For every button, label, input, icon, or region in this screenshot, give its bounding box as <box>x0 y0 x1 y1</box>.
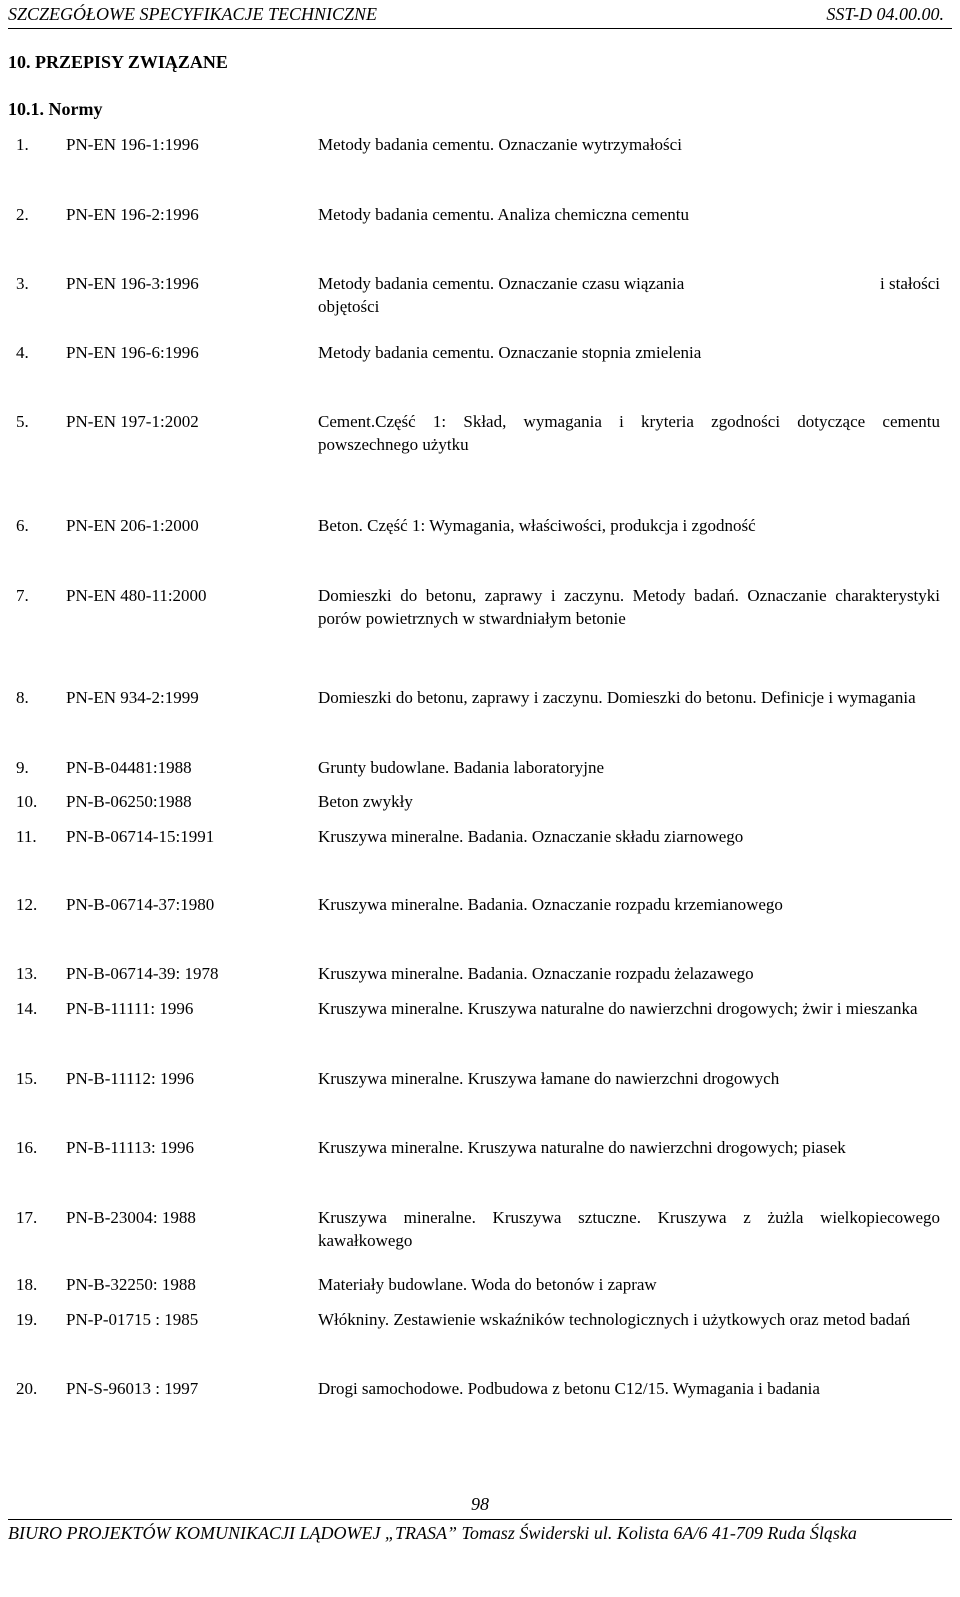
norm-code: PN-EN 197-1:2002 <box>66 412 199 431</box>
norm-code: PN-B-32250: 1988 <box>66 1275 196 1294</box>
norm-code: PN-S-96013 : 1997 <box>66 1379 199 1398</box>
norm-number: 11. <box>16 827 37 846</box>
norm-code: PN-B-06714-39: 1978 <box>66 964 219 983</box>
norm-description: Kruszywa mineralne. Badania. Oznaczanie składu ziarnowego <box>318 827 744 846</box>
norm-description-continuation: objętości <box>318 297 380 316</box>
norm-number: 10. <box>16 792 38 811</box>
norm-description <box>318 272 940 318</box>
norm-number: 15. <box>16 1069 38 1088</box>
norm-number: 17. <box>16 1208 38 1227</box>
norm-number: 18. <box>16 1275 38 1294</box>
header-document-code: SST-D 04.00.00. <box>826 4 944 24</box>
norm-code: PN-EN 480-11:2000 <box>66 586 207 605</box>
norm-description-main: Metody badania cementu. Oznaczanie czasu wiązania <box>318 274 685 293</box>
norm-description: Materiały budowlane. Woda do betonów i zapraw <box>318 1275 657 1294</box>
norm-code: PN-EN 196-1:1996 <box>66 135 199 154</box>
norm-description-right: i stałości <box>880 274 940 293</box>
norm-number: 12. <box>16 895 38 914</box>
norm-number: 20. <box>16 1379 38 1398</box>
norm-code: PN-B-23004: 1988 <box>66 1208 196 1227</box>
norm-number: 19. <box>16 1310 38 1329</box>
norm-description: Cement.Część 1: Skład, wymagania i kryteria zgodności dotyczące cementu powszechnego użytku <box>318 412 940 454</box>
norm-description: Beton. Część 1: Wymagania, właściwości, produkcja i zgodność <box>318 516 756 535</box>
subsection-title: 10.1. Normy <box>8 99 103 119</box>
norm-code: PN-EN 196-3:1996 <box>66 274 199 293</box>
norm-description: Kruszywa mineralne. Badania. Oznaczanie rozpadu krzemianowego <box>318 895 783 914</box>
norm-number: 7. <box>16 586 29 605</box>
norm-description: Grunty budowlane. Badania laboratoryjne <box>318 758 605 777</box>
norm-description: Włókniny. Zestawienie wskaźników technologicznych i użytkowych oraz metod badań <box>318 1310 911 1329</box>
norm-number: 13. <box>16 964 38 983</box>
norm-code: PN-B-11111: 1996 <box>66 999 194 1018</box>
norm-code: PN-B-11112: 1996 <box>66 1069 194 1088</box>
section-title: 10. PRZEPISY ZWIĄZANE <box>8 52 228 72</box>
norm-description: Domieszki do betonu, zaprawy i zaczynu. Domieszki do betonu. Definicje i wymagania <box>318 688 916 707</box>
norm-number: 5. <box>16 412 29 431</box>
norm-description: Beton zwykły <box>318 792 413 811</box>
norm-code: PN-B-11113: 1996 <box>66 1138 194 1157</box>
norm-code: PN-B-06714-15:1991 <box>66 827 215 846</box>
norm-description: Kruszywa mineralne. Kruszywa łamane do nawierzchni drogowych <box>318 1069 780 1088</box>
norm-code: PN-B-04481:1988 <box>66 758 192 777</box>
norm-number: 8. <box>16 688 29 707</box>
norm-description: Kruszywa mineralne. Kruszywa sztuczne. Kruszywa z żużla wielkopiecowego kawałkowego <box>318 1208 940 1250</box>
norm-code: PN-B-06250:1988 <box>66 792 192 811</box>
norm-number: 3. <box>16 274 29 293</box>
norm-number: 6. <box>16 516 29 535</box>
norm-number: 16. <box>16 1138 38 1157</box>
footer-company-address: BIURO PROJEKTÓW KOMUNIKACJI LĄDOWEJ „TRASA” Tomasz Świderski ul. Kolista 6A/6 41-709 Ruda Śląska <box>8 1523 857 1543</box>
norm-description: Kruszywa mineralne. Kruszywa naturalne do nawierzchni drogowych; piasek <box>318 1138 846 1157</box>
norm-code: PN-EN 934-2:1999 <box>66 688 199 707</box>
norm-code: PN-EN 196-6:1996 <box>66 343 199 362</box>
norm-number: 9. <box>16 758 29 777</box>
norm-description: Kruszywa mineralne. Badania. Oznaczanie rozpadu żelazawego <box>318 964 754 983</box>
norm-number: 14. <box>16 999 38 1018</box>
norm-description: Metody badania cementu. Analiza chemiczna cementu <box>318 205 690 224</box>
norm-description: Kruszywa mineralne. Kruszywa naturalne do nawierzchni drogowych; żwir i mieszanka <box>318 999 918 1018</box>
norm-description: Metody badania cementu. Oznaczanie stopnia zmielenia <box>318 343 702 362</box>
norm-code: PN-B-06714-37:1980 <box>66 895 215 914</box>
header-document-title: SZCZEGÓŁOWE SPECYFIKACJE TECHNICZNE <box>8 4 378 24</box>
norm-description: Domieszki do betonu, zaprawy i zaczynu. Metody badań. Oznaczanie charakterystyki porów powietrznych w stwardniałym betonie <box>318 586 940 628</box>
norm-code: PN-P-01715 : 1985 <box>66 1310 199 1329</box>
norm-number: 2. <box>16 205 29 224</box>
norm-number: 4. <box>16 343 29 362</box>
footer-divider <box>8 1519 952 1520</box>
norm-description: Metody badania cementu. Oznaczanie wytrzymałości <box>318 135 682 154</box>
page-header <box>8 0 952 29</box>
norm-code: PN-EN 196-2:1996 <box>66 205 199 224</box>
norm-number: 1. <box>16 135 29 154</box>
norm-description: Drogi samochodowe. Podbudowa z betonu C12/15. Wymagania i badania <box>318 1379 820 1398</box>
page-number: 98 <box>471 1494 489 1514</box>
norm-code: PN-EN 206-1:2000 <box>66 516 199 535</box>
